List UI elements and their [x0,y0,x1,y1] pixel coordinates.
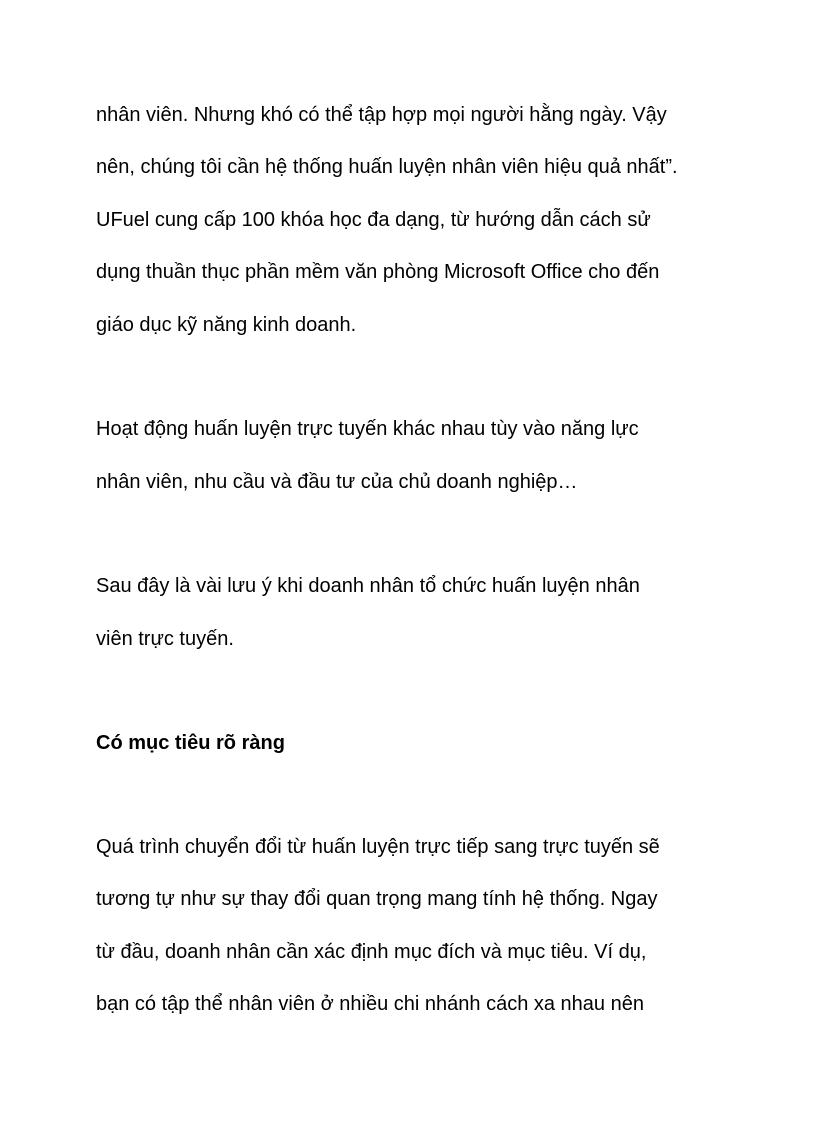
text-line: nhân viên, nhu cầu và đầu tư của chủ doanh nghiệp… [96,471,578,493]
text-line: nên, chúng tôi cần hệ thống huấn luyện nhân viên hiệu quả nhất”. [96,156,678,178]
text-line: dụng thuần thục phần mềm văn phòng Microsoft Office cho đến [96,261,660,283]
text-line: viên trực tuyến. [96,628,234,650]
text-line: bạn có tập thể nhân viên ở nhiều chi nhánh cách xa nhau nên [96,993,644,1015]
text-line: từ đầu, doanh nhân cần xác định mục đích và mục tiêu. Ví dụ, [96,941,647,963]
text-line: giáo dục kỹ năng kinh doanh. [96,314,357,336]
text-line: nhân viên. Nhưng khó có thể tập hợp mọi người hằng ngày. Vậy [96,104,667,126]
section-heading: Có mục tiêu rõ ràng [96,732,285,754]
text-line: UFuel cung cấp 100 khóa học đa dạng, từ hướng dẫn cách sử [96,209,651,231]
text-line: Hoạt động huấn luyện trực tuyến khác nhau tùy vào năng lực [96,418,639,440]
text-line: Sau đây là vài lưu ý khi doanh nhân tổ chức huấn luyện nhân [96,575,640,597]
text-line: tương tự như sự thay đổi quan trọng mang tính hệ thống. Ngay [96,888,658,910]
text-line: Quá trình chuyển đổi từ huấn luyện trực tiếp sang trực tuyến sẽ [96,836,660,858]
